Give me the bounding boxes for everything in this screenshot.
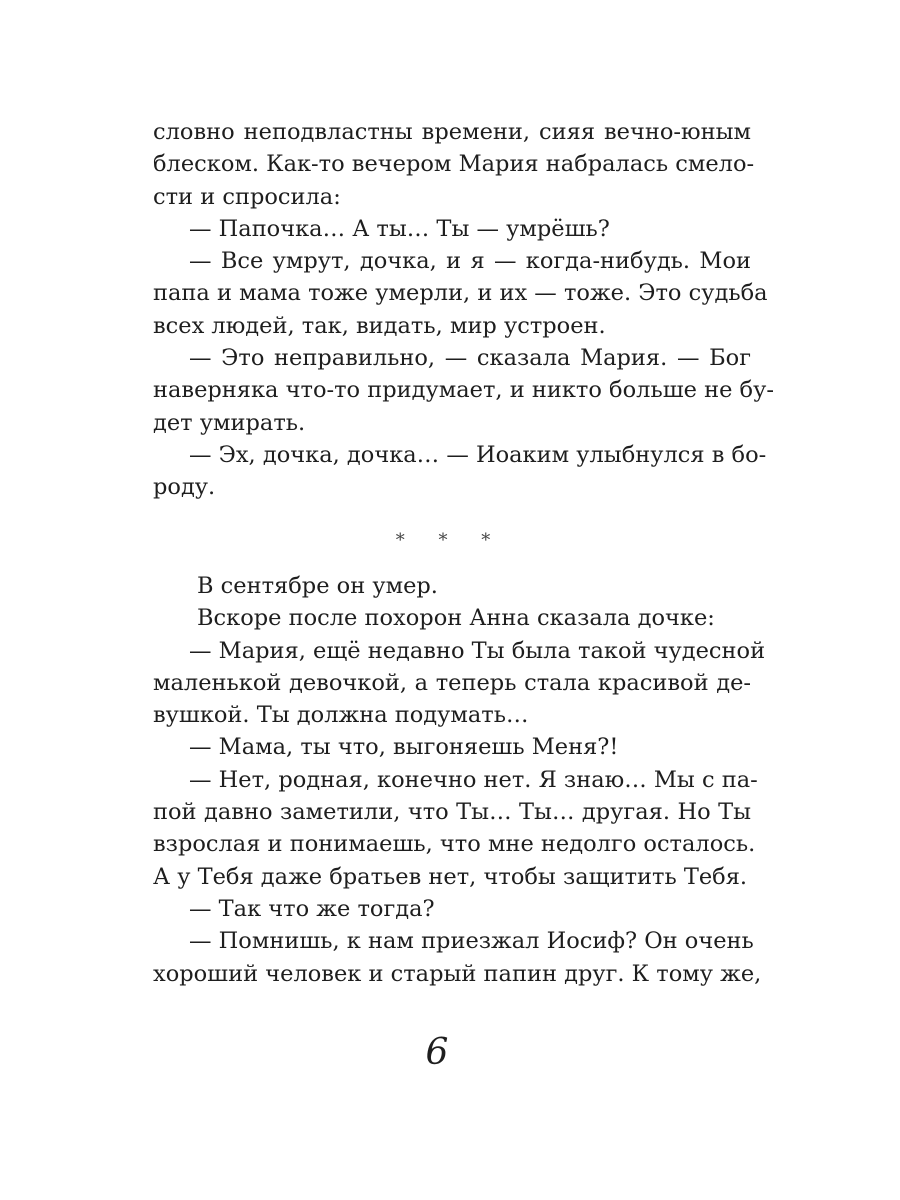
paragraph bbox=[153, 893, 751, 925]
text-line: блеском. Как-то вечером Мария набралась смело- bbox=[153, 151, 755, 178]
text-line: вушкой. Ты должна подумать… bbox=[153, 702, 529, 729]
text-line: пой давно заметили, что Ты… Ты… другая. Но Ты bbox=[153, 799, 751, 826]
text-line: А у Тебя даже братьев нет, чтобы защитить Тебя. bbox=[153, 863, 748, 890]
text-line: — Нет, родная, конечно нет. Я знаю… Мы с па- bbox=[189, 766, 758, 793]
text-line: маленькой девочкой, а теперь стала красивой де- bbox=[153, 669, 751, 696]
paragraph bbox=[153, 764, 758, 893]
text-line: — Эх, дочка, дочка… — Иоаким улыбнулся в бо- bbox=[189, 441, 767, 468]
text-line: — Мария, ещё недавно Ты была такой чудесной bbox=[189, 637, 766, 664]
paragraph bbox=[153, 213, 751, 245]
paragraph bbox=[153, 602, 751, 634]
text-block-bottom bbox=[153, 570, 766, 990]
text-line: — Помнишь, к нам приезжал Иосиф? Он очень bbox=[189, 928, 754, 955]
text-line: наверняка что-то придумает, и никто больше не бу- bbox=[153, 377, 774, 404]
paragraph bbox=[153, 342, 774, 439]
paragraph bbox=[153, 635, 766, 732]
text-line: всех людей, так, видать, мир устроен. bbox=[153, 312, 606, 339]
paragraph bbox=[153, 245, 768, 342]
text-line: — Так что же тогда? bbox=[189, 895, 435, 922]
page-number: 6 bbox=[425, 1032, 449, 1073]
text-line: В сентябре он умер. bbox=[197, 573, 438, 599]
text-line: дет умирать. bbox=[153, 409, 306, 436]
paragraph bbox=[153, 570, 751, 602]
paragraph bbox=[153, 731, 751, 763]
text-line: Вскоре после похорон Анна сказала дочке: bbox=[197, 605, 715, 632]
text-line: папа и мама тоже умерли, и их — тоже. Это судьба bbox=[153, 280, 768, 307]
paragraph bbox=[153, 439, 767, 504]
text-line: взрослая и понимаешь, что мне недолго осталось. bbox=[153, 831, 756, 858]
text-line: роду. bbox=[153, 474, 216, 501]
section-separator: * * * bbox=[395, 530, 505, 551]
text-line: хороший человек и старый папин друг. К тому же, bbox=[153, 960, 762, 987]
text-line: словно неподвластны времени, сияя вечно-юным bbox=[153, 119, 751, 145]
paragraph bbox=[153, 925, 762, 990]
text-line: — Это неправильно, — сказала Мария. — Бог bbox=[189, 345, 751, 372]
paragraph bbox=[153, 116, 755, 213]
text-line: — Мама, ты что, выгоняешь Меня?! bbox=[189, 734, 619, 761]
text-line: — Папочка… А ты… Ты — умрёшь? bbox=[189, 215, 610, 242]
text-block-top bbox=[153, 116, 774, 504]
text-line: сти и спросила: bbox=[153, 183, 341, 210]
text-line: — Все умрут, дочка, и я — когда-нибудь. Мои bbox=[189, 248, 751, 275]
